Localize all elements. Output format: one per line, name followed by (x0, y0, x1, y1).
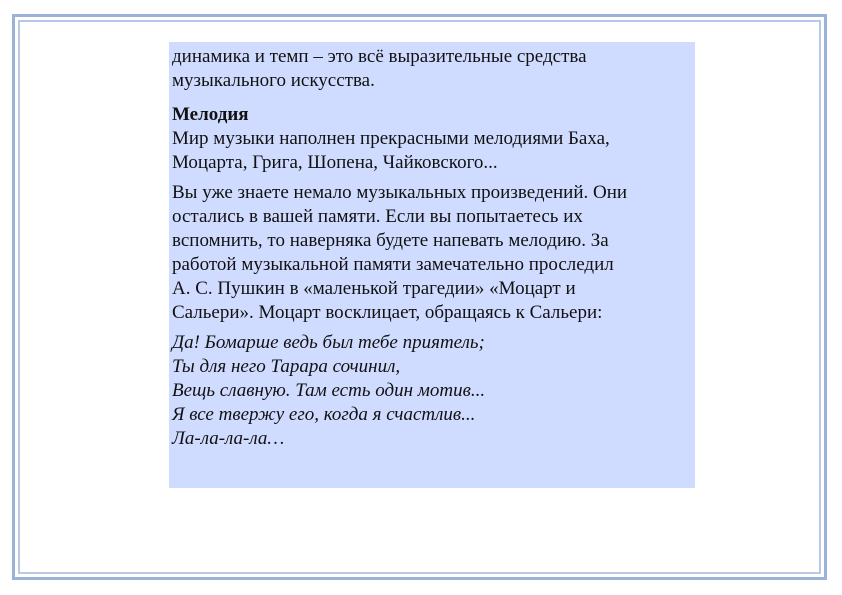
poem-line: Ла-ла-ла-ла… (172, 428, 285, 449)
intro-line: динамика и темп – это всё выразительные средства (172, 46, 587, 67)
poem-line: Я все твержу его, когда я счастлив... (172, 404, 476, 425)
body-line: остались в вашей памяти. Если вы попытаетесь их (172, 206, 583, 227)
poem-line: Да! Бомарше ведь был тебе приятель; (172, 332, 485, 353)
poem-quote (172, 331, 691, 451)
melody-paragraph (172, 127, 691, 175)
intro-paragraph (172, 45, 691, 93)
poem-line: Вещь славную. Там есть один мотив... (172, 380, 486, 401)
melody-line: Моцарта, Грига, Шопена, Чайковского... (172, 152, 498, 173)
section-heading: Мелодия (172, 104, 249, 125)
body-line: А. С. Пушкин в «маленькой трагедии» «Моцарт и (172, 278, 576, 299)
body-line: Сальери». Моцарт восклицает, обращаясь к Сальери: (172, 302, 603, 323)
body-paragraph (172, 181, 691, 325)
melody-line: Мир музыки наполнен прекрасными мелодиями Баха, (172, 128, 610, 149)
poem-line: Ты для него Тарара сочинил, (172, 356, 401, 377)
body-line: Вы уже знаете немало музыкальных произведений. Они (172, 182, 628, 203)
body-line: вспомнить, то наверняка будете напевать мелодию. За (172, 230, 609, 251)
text-block (169, 42, 695, 488)
body-line: работой музыкальной памяти замечательно проследил (172, 254, 614, 275)
intro-line: музыкального искусства. (172, 70, 375, 91)
